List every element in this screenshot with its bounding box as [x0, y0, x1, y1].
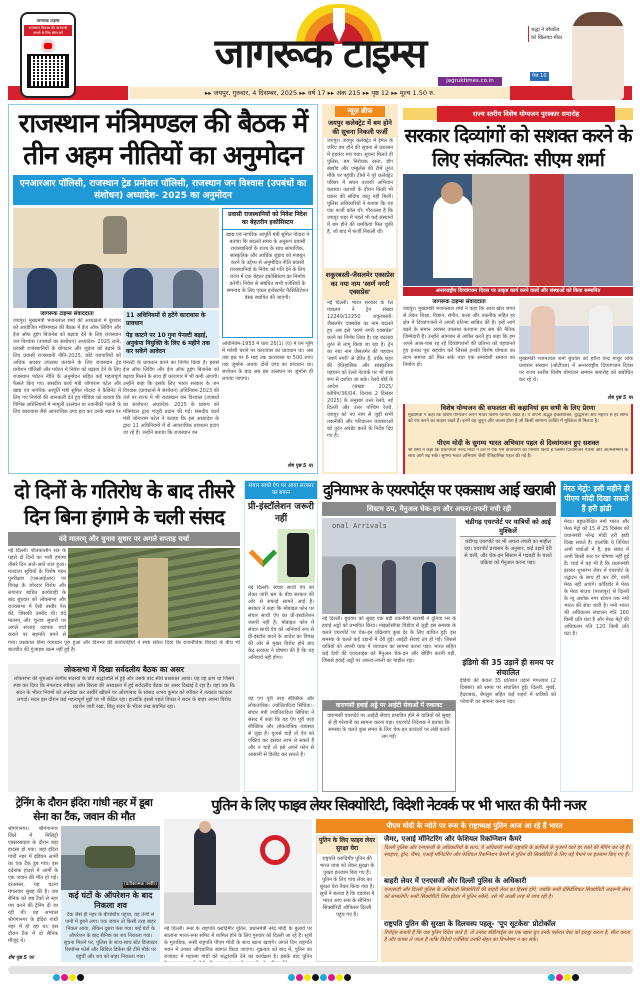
tank-story: [8, 796, 160, 962]
side-1-title: चंडीगढ़ एयरपोर्ट पर यात्रियों को आई मुश्किलें: [460, 518, 556, 537]
box-1-title: विशेष योग्यजन की सफलता की कहानियां हम सभी के लिए प्रेरणा: [440, 404, 596, 412]
sanchar-body-2: यह एप पूरी तरह स्वैच्छिक और लोकतांत्रिक: ज्योतिरादित्य सिंधिया:- संचार मंत्री ज्योतिरादित्य सिंधिया ने संसद में कहा कि यह ऐप पूरी तरह स्वैच्छिक और लोकतांत्रिक व्यवस्था से जुड़ा है। यूजर्स चाहें तो ऐप को एक्टिव कर इसका लाभ ले सकते हैं और न चाहें तो इसे अपने फोन से आसानी से डिलीट कर सकते हैं।: [248, 696, 314, 758]
section-2-body: एनएसजी और दिल्ली पुलिस के अधिकारी सिक्योरिटी की बाहरी लेयर का हिस्सा होंगे, जबकि रूसी प्रेसिडेंशियल सिक्योरिटी अंदरूनी लेयर को संभालेगी। रूसी सिक्योरिटी जिस होटल में पुतिन रुकेंगे, उसे भी अच्छी तरह से जांच रही है।: [384, 887, 630, 901]
section-3-title: राष्ट्रपति पुतिन की सुरक्षा के दिलचस्प पहलू- 'पूप सूटकेस' प्रोटोकॉल: [381, 920, 633, 929]
putin-photo: [164, 819, 312, 924]
qr-code[interactable]: [29, 56, 67, 86]
tank-body: श्रीगंगानगर। श्रीगंगानगर जिले में मिलिट्री एक्सरसाइज के दौरान बड़ा हादसा हो गया। जहां इंदिरा गांधी नहर में इंडियन आर्मी का एक टैंक डूब गया। इस दर्दनाक हादसे में आर्मी के एक जवान की मौत हो गई। दरअसल, यह घटना मंगलवार सुबह की है। जब सैनिक को जब टैंकों से नहर पार करने की ट्रेनिंग दी जा रही थी। यह अभ्यास श्रीगंगानगर के इंदिरा गांधी नहर में हो रहा था। इस दौरान टैंक में दो सैनिक मौजूद थे।: [8, 826, 58, 944]
side-2-body: इंडिगो की केवल 35 प्रतिशत उड़ानें मंगलवार (2 दिसंबर) को समय पर संचालित हुईं। दिल्ली, मुंबई, हैदराबाद, बेंगलुरु सहित कई शहरों में यात्रियों को परेशानी का सामना करना पड़ा।: [460, 677, 556, 705]
tank-columns: [8, 826, 160, 962]
tank-photo-caption: (प्रतीकात्मक तस्वीर): [123, 882, 157, 887]
section-3-body: रिपोर्ट्स बताती हैं कि जब पुतिन विदेश जाते हैं, तो उनका बॉडीगार्ड्स का एक खास ग्रुप उनके पर्सनल वेस्ट को इकट्ठा करता है, सील करता है और वापस ले जाता है ताकि विदेशी एजेंसियां उनकी सेहत का विश्लेषण न कर सकें।: [384, 929, 630, 943]
divyang-photo-strip: अन्तरराष्ट्रीय दिव्यांगजन दिवस पर उत्कृष्ट कार्य करने वालों और संस्थाओं को किया सम्मानित: [403, 287, 633, 296]
meerut-story: [560, 480, 633, 792]
putin-columns: [164, 819, 633, 962]
side-2-title: इंडिगो की 35 उड़ानें ही समय पर संचालित: [462, 657, 554, 677]
brief-2-title[interactable]: शकूरबस्ती-जैसलमेर एक्सप्रेस का नया नाम 'स्वर्ण नगरी एक्सप्रेस': [325, 271, 395, 297]
divyang-headline[interactable]: सरकार दिव्यांगों को सशक्त करने के लिए संकल्पित: सीएम शर्मा: [404, 125, 632, 171]
lead-col-a: [13, 310, 121, 470]
box-2-title: पीएम मोदी के सुगम्य भारत अभियान पहल से दिव्यांगजन हुए सशक्त: [437, 439, 599, 447]
tank-sub-headline: कई घंटों के ऑपरेशन के बाद निकला शव: [68, 891, 153, 910]
side-box-body: खाद्य एवं नागरिक आपूर्ति मंत्री सुमित गोदारा ने बताया कि बदलते समय के अनुरूप प्रवासी राजस्थानियों के राज्य के साथ सामाजिक, सांस्कृतिक और आर्थिक जुड़ाव को मजबूत करने के उद्देश्य से अनुमोदित नीति प्रवासी राजस्थानियों के निवेश को गति देने के लिए राज्य में एक बेहतर इकोसिस्टम का निर्माण करेगी। निवेश से संबंधित सभी एजेंसियों के समन्वय के लिए एकल इन्वेस्टमेंट फैसिलिटेशन डेस्क स्थापित की जाएगी।: [225, 232, 310, 301]
lok-sabha-photo: [68, 548, 240, 638]
lead-columns: [13, 208, 313, 470]
kicker-row: [403, 106, 633, 122]
lok-sabha-box: [8, 664, 240, 792]
cabinet-meeting-photo: [13, 208, 219, 308]
airport-side: [460, 518, 556, 792]
airport-columns: [322, 518, 556, 792]
section-1-title: जैमर, एआई मॉनिटरिंग और फेशियल रिकग्निशन कैमरे: [381, 835, 633, 844]
ceremony-photo: [403, 174, 633, 286]
box-2-body: श्री शर्मा ने कहा कि प्रधानमंत्री नरेन्द्र मोदी ने देश में एक ऐसे वातावरण का निर्माण किया है जिसमें दिव्यांगजन गरिमा और आत्मसम्मान के साथ आगे बढ़ सकें। सुगम्य भारत अभियान जैसी ऐतिहासिक पहल की गई है।: [408, 448, 628, 459]
sanchar-body: नई दिल्ली। संचार साथी ऐप को लेकर जारी भ्रम के बीच सरकार की ओर से सफाई सामने आई है। सरकार ने कहा कि मोबाइल फोन पर संचार साथी ऐप का प्री-इंस्टॉलेशन जरूरी नहीं है। मोबाइल फोन में संचार साथी ऐप को अनिवार्य रूप से प्री-इंस्टॉल करने के आदेश का विपक्ष की ओर से मुखर विरोध होने बाद केंद्र सरकार ने घोषणा की है कि यह अनिवार्य नहीं होगा।: [248, 585, 314, 661]
divyang-byline: जागरूक टाइम्स संवाददाता: [432, 299, 486, 305]
putin-side-body: राष्ट्रपति व्लादिमीर पुतिन की भारत यात्रा को लेकर सुरक्षा के पुख्ता इंतजाम किए गए हैं। पुतिन के लिए पांच लेयर का सुरक्षा घेरा तैयार किया गया है। सूत्रों ने बताया है कि एडवांस में भारत आए रूस के सीनियर सिक्योरिटी ऑफिसर दिल्ली पहुंच गए हैं।: [319, 856, 375, 918]
website-url[interactable]: jagruktimes.co.in: [438, 77, 502, 86]
tank-photo: [61, 826, 160, 890]
ad-text: श्रद्धा ने बॉयफ्रेंड को खिलाया मीठा: [528, 26, 566, 42]
tank-continued[interactable]: शेष पृष्ठ 5 पर: [8, 955, 34, 961]
bullet-2: पेड़ काटने पर 10 गुना पेनल्टी बढ़ाई, अनुकंपा नियुक्ति के लिए 6 महीने तक कर सकेंगे आवेदन: [126, 332, 210, 355]
putin-sub-columns: [316, 835, 633, 962]
sanchar-kicker: संचार साथी ऐप पर आया सरकार का बयान: [245, 481, 317, 499]
ad-page: पेज 10: [532, 73, 547, 79]
sanchar-app-photo: [247, 529, 315, 583]
pages: पृष्ठ 12: [371, 89, 390, 97]
airport-story: [322, 480, 556, 792]
divyang-inspiration-box: [403, 404, 633, 474]
lead-col-b: [123, 310, 219, 470]
qr-brand: जागरूक टाइम्स: [36, 18, 60, 23]
section-2-title: बाहरी लेयर में एनएसजी और दिल्ली पुलिस के अधिकारी: [381, 877, 633, 886]
newspaper-title: जागरूक टाइम्स: [214, 31, 426, 77]
divyang-body: जयपुर। मुख्यमंत्री भजनलाल शर्मा ने कहा कि आज खेल जगत से लेकर शिक्षा, विज्ञान, संगीत, कला और तकनीक सहित हर क्षेत्र में दिव्यांगजनों ने अपनी प्रतिभा साबित की है। इन्हें आगे बढ़ने के समान अवसर उपलब्ध करवाना हम सब की नैतिक जिम्मेदारी है। उन्होंने आमजन से अपील करते हुए कहा कि हम अपने आस-पास रह रहे दिव्यांगजनों की प्रतिभा को पहचानते हुए इनका पूरा सहयोग करें जिससे इनकी विशेष योग्यता का लाभ समाज को मिल सके तथा एक समावेशी समाज का निर्माण हो।: [403, 306, 515, 368]
lead-main-column: [13, 208, 219, 470]
parliament-subhead: वंदे मातरम् और चुनाव सुधार पर अगले सप्ताह चर्चा: [8, 532, 240, 546]
brief-2-body: नई दिल्ली। भारत सरकार के रेल मंत्रालय ने ट्रेन संख्या 12249/12250 शकूरबस्ती- जैसलमेर एक्सप्रेस का नाम बदलते हुए अब इसे 'स्वर्ण नगरी एक्सप्रेस' करने का निर्णय लिया है। यह बदलाव तुरंत से लागू किया जा रहा है। ट्रेन का नया नाम जैसलमेर की पहचान 'स्वर्ण नगरी' से प्रेरित है, ताकि शहर की ऐतिहासिक और सांस्कृतिक पहचान को रेलवे नेटवर्क पर भी स्पष्ट रूप से दर्शाया जा सके। रेलवे बोर्ड के आदेश (संख्या 2025/कोचिंग/36/04, दिनांक 2 दिसंबर 2025) के अनुसार उत्तर रेलवे, नई दिल्ली और उत्तर पश्चिम रेलवे, जयपुर को नए नाम से जुड़ी सभी तकनीकी और परिचालन व्यवस्थाओं को तुरंत अपडेट करने के निर्देश दिए गए हैं।: [324, 300, 396, 472]
parliament-top-row: [8, 548, 240, 638]
divyang-col-a: [403, 298, 515, 402]
lok-sabha-box-body: लोकसभा की शुरुआत स्वर्गीय सदस्यों के प्रति श्रद्धांजलि से हुई और उसके बाद सीधे प्रश्नकाल आया। यह वह क्षण था जिसने स्पष्ट कर दिया कि मंगलवार स्पीकर ओम बिरला की अध्यक्षता में हुई सर्वदलीय बैठक का असर दिखाई दे रहा है। यहां तक कि सदन के भीतर नियमों को अनदेखा कर तस्वीरें खींचने पर ओरंगाबाद के सांसद अभय कुमार को स्पीकर ने तत्काल फटकार लगाई। सदन इस दौरान कई महत्वपूर्ण मुद्दों पर भी केंद्रित रहा। हालांकि इससे पहले विपक्ष ने सदन के बाहर अपना विरोध प्रदर्शन जारी रखा, किंतु सदन के भीतर रुख संयमित रहा।: [13, 676, 235, 710]
divyang-col-b: [519, 298, 633, 402]
brief-1-body: जयपुर। जयपुर कलेक्ट्रेट में ईमेल के जरिए बम होने की सूचना से प्रशासन में हड़कंप मच गया। सूचना मिलते ही पुलिस, बम निरोधक दस्ता, डॉग स्क्वॉड और एम्बुलेंस की टीमें तुरंत मौके पर पहुंचीं। टीमों ने पूरे कलेक्ट्रेट परिसर में सघन तलाशी अभियान चलाया। तलाशी के दौरान किसी भी प्रकार की संदिग्ध वस्तु नहीं मिली। पुलिस अधिकारियों ने बताया कि यह एक फर्जी कॉल थी। गौरतलब है कि जयपुर शहर में पहले भी कई संस्थानों में बम होने की धमकियां मिल चुकी हैं, जो बाद में फर्जी निकली थीं।: [324, 138, 396, 268]
parliament-story: [8, 478, 240, 792]
arrivals-sign: onal Arrivals: [332, 522, 387, 530]
putin-banner: पीएम मोदी के न्योते पर रूस के राष्ट्राध्यक्ष पुतिन आज आ रहे हैं भारत: [316, 819, 633, 833]
lok-sabha-box-title: लोकसभा में दिखा सर्वदलीय बैठक का असर: [64, 665, 184, 674]
putin-sections: [381, 835, 633, 962]
divyang-kicker: राज्य स्तरीय विशेष योग्यजन पुरस्कार समारोह: [437, 106, 615, 122]
box-1-body: मुख्यमंत्री ने कहा कि विशेष योग्यजन अपने भीतर विशेष योग्यता रखते हैं। ये अपनी अद्भुत इच्छाशक्ति, बुद्धिमत्ता और मेहनत से हर सीमा को पार करने का साहस रखते हैं। इनमें वह जुनून और जज्बा होता है जो किसी सामान्य व्यक्ति में मुश्किल से मिलता है।: [408, 413, 628, 424]
varanasi-box: [322, 700, 456, 792]
lead-story: [8, 104, 318, 474]
qr-promo[interactable]: [20, 12, 76, 98]
tank-col-b: [61, 826, 160, 962]
putin-security-box: [316, 835, 378, 962]
dateline: ▸▸ जयपुर, गुरुवार, 4 दिसम्बर, 2025 ▸▸ वर्ष 17 ▸▸ अंक 215 ▸▸ पृष्ठ 12 ▸▸ मूल्य 1.50 रु.: [130, 87, 510, 99]
airport-photo: [322, 518, 456, 614]
lead-subhead: एनआरआर पॉलिसी, राजस्थान ट्रेड प्रमोशन पॉलिसी, राजस्थान जन विश्वास (उपबंधों का संशोधन) अध्यादेश- 2025 का अनुमोदन: [13, 175, 313, 205]
price: मूल्य 1.50 रु.: [399, 89, 436, 97]
parliament-body: नई दिल्ली। शीतकालीन सत्र के पहले दो दिनों का भारी हंगामा तीसरे दिन आते-आते शांत हुआ। मतदाता सूचियों के विशेष गहन पुनरीक्षण (एसआईआर) पर विपक्ष के जोरदार विरोध और लगातार बाधित कार्यवाही के बाद बुधवार को लोकसभा और राज्यसभा में ऐसी तस्वीर पेश की, जिसकी उम्मीद थी। वंदे मातरम् और चुनाव सुधारों पर अगले सप्ताह व्यापक चर्चा कराने पर सहमति बनने से: [8, 548, 66, 638]
lead-body: जयपुर। मुख्यमंत्री भजनलाल शर्मा की अध्यक्षता में बुधवार को आयोजित मंत्रिमण्डल की बैठक में ईज ऑफ लिविंग और ईज ऑफ डूइंग बिजनेस को बढ़ावा देने के लिए राजस्थान जन विश्वास (उपबंधों का संशोधन) अध्यादेश- 2025 लाने, प्रवासी राजस्थानियों के योगदान और जुड़ाव को बढ़ाने के लिए प्रवासी राजस्थानी नीति-2025, छोटे व्यापारियों को अधिक अवसर उपलब्ध करवाने के लिए राजस्थान ट्रेड प्रमोशन पॉलिसी और पर्यटन में निवेश को बढ़ावा देने के लिए राजस्थान पर्यटन नीति के अनुमोदन सहित कई महत्वपूर्ण फैसले किए गए। संसदीय कार्य मंत्री जोगाराम पटेल और खाद्य एवं नागरिक आपूर्ति मंत्री सुमित गोदारा ने कैबिनेट में लिए गए निर्णयों की जानकारी देते हुए मीडिया को बताया कि विभिन्न अधिनियमों में मामूली उल्लंघन या तकनीकी गलती के लिए कारावास जैसे आपराधिक दण्ड हटा कर उनके स्थान पर: [13, 318, 121, 415]
youtube-icon[interactable]: [41, 39, 55, 53]
tank-headline[interactable]: ट्रेनिंग के दौरान इंदिरा गांधी नहर में डूबा सेना का टैंक, जवान की मौत: [15, 797, 153, 823]
divyang-story: [403, 104, 633, 402]
side-1-body: चंडीगढ़ एयरपोर्ट पर भी अफरा-तफरी का माहौल रहा। एयरपोर्ट प्रशासन के अनुसार, कई उड़ानें देरी से चलीं, और चेक-इन सिस्टम में गड़बड़ी के चलते प्रक्रिया को मैनुअल करना पड़ा।: [460, 537, 556, 656]
lead-headline[interactable]: राजस्थान मंत्रिमण्डल की बैठक में तीन अहम नीतियों का अनुमोदन: [18, 109, 308, 171]
issue: अंक 215: [336, 89, 361, 97]
award-photo: [519, 298, 633, 354]
meerut-headline[interactable]: मेरठ मेट्रो: इसी महीने ही पीएम मोदी दिखा सकते हैं हरी झंडी: [561, 481, 632, 517]
airport-body: नई दिल्ली। बुधवार को सुबह एक बड़ी तकनीकी खराबी ने दुनिया भर के हवाई अड्डों को प्रभावित किया। माइक्रोसॉफ्ट विंडोज से जुड़ी इस समस्या के चलते एयरपोर्ट पर चेक-इन प्रक्रियाएं कुछ देर के लिए बाधित हुईं। इस समस्या के चलते कई उड़ानों में देरी हुई। आईटी सेवाएं ठप हो गईं। जिससे यात्रियों को अपनी यात्रा में व्यवधान का सामना करना पड़ा। भारत सहित कई देशों की एयरलाइंस को मैनुअल चेक-इन और बोर्डिंग करनी पड़ी, जिससे हवाई अड्डों पर अफरा-तफरी का माहौल रहा।: [322, 616, 456, 664]
sanchar-story: [244, 480, 318, 792]
lead-bullets: [123, 310, 219, 358]
sanchar-headline[interactable]: प्री-इंस्टॉलेशन जरूरी नहीं: [247, 502, 314, 524]
lead-sub-columns: [13, 310, 219, 470]
tank-sub-body: टैंक जैसे ही नहर के बीचोंबीच पहुंचा, वह तेजी से पानी में डूबने लगा। एक जवान तो किसी तरह बाहर निकल आया, लेकिन दूसरा फंस गया। कई घंटों के ऑपरेशन के बाद सैनिक का शव निकाला गया। सूचना मिलने पर, पुलिस के साथ-साथ स्टेट डिजास्टर रिस्पॉन्स फोर्स और सिविल डिफेंस की टीमें मौके पर पहुंचीं और शव को बाहर निकाला गया।: [63, 912, 158, 960]
lead-body-2: पेनल्टी के प्रावधान करने का निर्णय किया है। इससे ईज ऑफ लिविंग और ईज ऑफ डूइंग बिजनेस को बढ़ावा मिलने के साथ ही कारागार में भी कमी आएगी। उन्होंने कहा कि इसके लिए भारत सरकार के जन विश्वास (प्रावधानों में संशोधन) अधिनियम-2023 की तर्ज पर राज्य में भी राजस्थान जन विश्वास (उपबंधों का संशोधन) अध्यादेश- 2025 के प्रारूप को मंत्रिमंडल द्वारा मंजूरी प्रदान की गई। संसदीय कार्य मंत्री जोगाराम पटेल ने बताया कि इस अध्यादेश के द्वारा 11 अधिनियमों में से आपराधिक प्रावधान हटाए जा रहे हैं। उन्होंने बताया कि राजस्थान वन: [123, 360, 219, 436]
putin-main-column: [164, 819, 312, 962]
bullet-marker: ▸▸: [204, 89, 214, 97]
ad-teaser[interactable]: [528, 18, 632, 84]
airport-headline[interactable]: दुनियाभर के एयरपोर्ट्स पर एकसाथ आई खराबी: [322, 481, 556, 499]
tank-col-a: [8, 826, 58, 962]
meerut-body: मेरठ। बहुप्रतीक्षित नमो भारत और मेरठ मेट्रो को 15 से 25 दिसंबर को प्रधानमंत्री नरेन्द्र मोदी हरी झंडी दिखा सकते हैं। हालांकि ये तिथियां अभी चर्चाओं में हैं, इस संबंध में अभी किसी स्तर पर घोषणा नहीं हुई है। चर्चा में यह भी है कि प्रधानमंत्री इसका शुभारंभ जेवर में एयरपोर्ट के उद्घाटन के साथ ही कर देंगे, यानी मेरठ नहीं आएंगे। कॉरिडोर में मेरठ के मेरठ साउथ (परतापुर) से दिल्ली के न्यू अशोक नगर स्टेशन तक नमो भारत की सेवा जारी है। नमो भारत की अधिकतम संचालन गति 160 किमी प्रति घंटा है और मेरठ मेट्रो की अधिकतम गति 120 किमी प्रति घंटा है।: [564, 519, 629, 637]
printer-color-bar: [8, 966, 633, 974]
divyang-continued[interactable]: शेष पृष्ठ 5 पर: [607, 395, 633, 401]
bullet-1: 11 अधिनियमों से हटेंगे कारावास के प्रावधान: [126, 312, 206, 327]
lead-side-column: [222, 208, 313, 470]
award-caption: मुख्यमंत्री भजनलाल शर्मा बुधवार को हरीश चन्द्र माथुर लोक प्रशासन संस्थान (ओटीएस) में अन्तरराष्ट्रीय दिव्यांगजन दिवस पर राज्य स्तरीय विशेष योग्यजन सम्मान समारोह को संबोधित कर रहे थे।: [519, 356, 633, 383]
year: वर्ष 17: [307, 89, 326, 97]
side-box-title: प्रवासी राजस्थानियों को निवेश निदेश का बेहतरीन इकोसिस्टम: [223, 209, 312, 230]
parliament-headline[interactable]: दो दिनों के गतिरोध के बाद तीसरे दिन बिना हंगामे के चली संसद: [14, 479, 234, 529]
ashoka-emblem-icon: [103, 216, 127, 254]
putin-body: नई दिल्ली। रूस के राष्ट्रपति व्लादिमीर पुतिन, प्रधानमंत्री नरेंद्र मोदी के बुलावे पर सालाना भारत-रूस समिट में शामिल होने के लिए गुरुवार को दिल्ली आ रहे हैं। सूत्रों के मुताबिक, रूसी राष्ट्रपति पीएम मोदी के साथ खाना खाएंगे। अगले दिन राष्ट्रपति भवन में उनका औपचारिक स्वागत किया जाएगा। शुक्रवार को बाद में, पुतिन का राजघाट में महात्मा गांधी को श्रद्धांजलि देने का कार्यक्रम है। इसके बाद पुतिन: [164, 926, 312, 960]
airport-main-column: [322, 518, 456, 792]
putin-story: [164, 796, 633, 962]
airport-subhead: सिस्टम ठप, मैनुअल चेक-इन और अफरा-तफरी मची रही: [322, 502, 556, 516]
varanasi-box-body: वाराणसी एयरपोर्ट पर आईटी सेवाएं प्रभावित होने से यात्रियों को सुबह से ही परेशानी का सामना करना पड़ा। एयरपोर्ट निदेशक ने बताया कि समस्या के चलते कुछ समय के लिए चेक-इन काउंटरों पर लंबी कतारें लग गईं।: [327, 713, 451, 740]
putin-right-column: [316, 819, 633, 962]
ad-actress-photo: [572, 12, 624, 100]
tank-operation-box: [61, 890, 160, 962]
divyang-columns: [403, 298, 633, 402]
date: जयपुर, गुरुवार, 4 दिसम्बर, 2025: [213, 89, 298, 97]
lead-continued[interactable]: शेष पृष्ठ 5 पर: [287, 463, 313, 469]
brief-1-title[interactable]: जयपुर कलेक्ट्रेट में बम होने की सूचना निकली फर्जी: [328, 119, 392, 136]
lead-byline: जागरूक टाइम्स संवाददाता: [40, 311, 94, 317]
sanchar-saathi-logo-icon: [249, 539, 277, 567]
masthead: [0, 0, 640, 102]
section-1-body: दिल्ली पुलिस और एनएसजी के अधिकारियों के साथ, ये अधिकारी रूसी राष्ट्रपति के काफिले के गुजरने वाले हर रास्ते की मैपिंग कर रहे हैं। स्नाइपर, ड्रोन, जैमर, एआई मॉनिटरिंग और फेशियल रिकग्निशन कैमरों से पुतिन की सिक्योरिटी के लिए बड़े पैमाने पर इंतजाम किए गए हैं।: [384, 845, 630, 858]
parliament-body-2: गया। प्रश्नकाल बिना व्यवधान पूरा हुआ और दिनभर की कार्यवाहियों ने स्पष्ट संकेत दिया कि राजनीतिक विवादों के बीच भी बातचीत की गुंजाइश खत्म नहीं हुई है।: [8, 640, 240, 653]
lead-body-3: अधिनियम-1953 में धारा 26(1) (ए) में वन भूमि में मवेशी चराने पर कारावास का प्रावधान था। अब तक इस पर 6 माह तक कारावास या 500 रुपए तक जुर्माना अथवा दोनों दण्ड का प्रावधान था। संशोधन के बाद अब इस उल्लंघन पर जुर्माना ही लगाया जाएगा।: [222, 341, 313, 382]
news-brief: [322, 104, 398, 474]
news-brief-label: न्यूज़ ब्रीफ: [335, 106, 385, 117]
qr-promo-text: राजस्थान विकास की जानकारी जानने के लिए स्कैन करें: [24, 25, 72, 36]
putin-headline[interactable]: पुतिन के लिए फाइव लेयर सिक्योरिटी, विदेशी नेटवर्क पर भी भारत की पैनी नजर: [211, 798, 586, 814]
putin-side-title: पुतिन के लिए फाइव लेयर सुरक्षा घेरा: [318, 837, 376, 852]
varanasi-box-title: वाराणसी हवाई अड्डे पर आईटी सेवाओं में रुकावट: [323, 701, 455, 711]
pravasi-side-box: [222, 208, 313, 338]
